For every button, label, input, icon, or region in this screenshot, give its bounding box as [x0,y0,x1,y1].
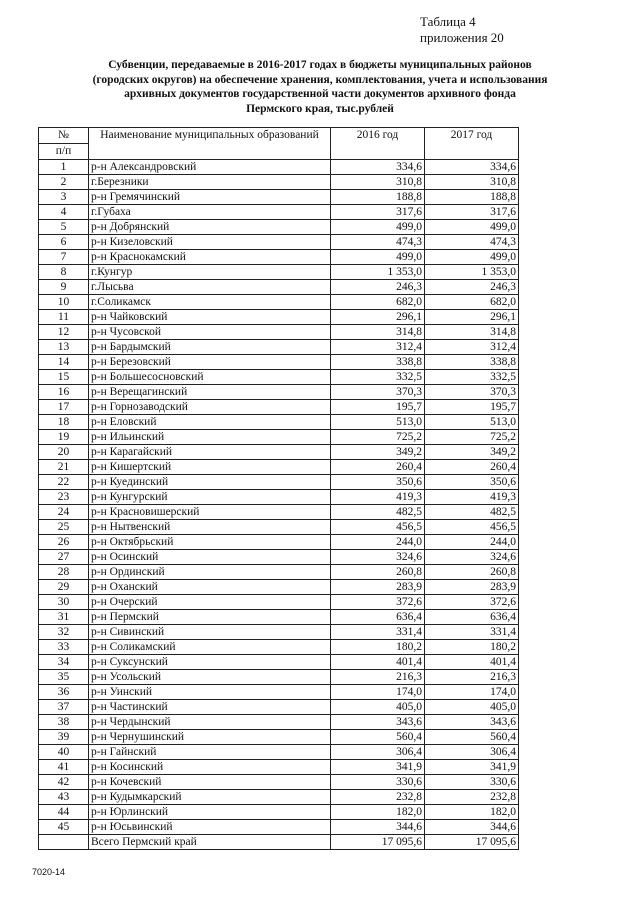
row-number: 1 [39,160,89,175]
value-2016: 324,6 [331,550,425,565]
table-row [39,505,519,520]
value-2016: 260,4 [331,460,425,475]
value-2017: 405,0 [425,700,519,715]
row-number: 27 [39,550,89,565]
table-number: Таблица 4 [420,14,476,29]
table-row [39,685,519,700]
value-2016: 513,0 [331,415,425,430]
table-row [39,565,519,580]
value-2017: 636,4 [425,610,519,625]
row-number: 14 [39,355,89,370]
subsidies-table [38,127,519,850]
row-number: 12 [39,325,89,340]
value-2016: 349,2 [331,445,425,460]
row-number: 43 [39,790,89,805]
value-2016: 216,3 [331,670,425,685]
value-2016: 344,6 [331,820,425,835]
row-number: 32 [39,625,89,640]
table-row [39,580,519,595]
value-2016: 232,8 [331,790,425,805]
municipality-name: р-н Кудымкарский [89,790,331,805]
row-number: 13 [39,340,89,355]
row-number: 26 [39,535,89,550]
municipality-name: р-н Чернушинский [89,730,331,745]
table-header-row-1 [39,128,519,144]
municipality-name: р-н Карагайский [89,445,331,460]
municipality-name: г.Березники [89,175,331,190]
row-number: 11 [39,310,89,325]
value-2017: 246,3 [425,280,519,295]
municipality-name: р-н Косинский [89,760,331,775]
value-2017: 195,7 [425,400,519,415]
total-row [39,835,519,850]
row-number: 7 [39,250,89,265]
value-2017: 401,4 [425,655,519,670]
table-row [39,190,519,205]
row-number: 6 [39,235,89,250]
value-2016: 474,3 [331,235,425,250]
value-2016: 246,3 [331,280,425,295]
table-row [39,235,519,250]
table-row [39,550,519,565]
municipality-name: р-н Нытвенский [89,520,331,535]
municipality-name: р-н Куединский [89,475,331,490]
table-row [39,400,519,415]
value-2017: 324,6 [425,550,519,565]
row-number: 20 [39,445,89,460]
row-number: 28 [39,565,89,580]
value-2017: 338,8 [425,355,519,370]
value-2017: 682,0 [425,295,519,310]
row-number: 25 [39,520,89,535]
value-2017: 1 353,0 [425,265,519,280]
value-2016: 195,7 [331,400,425,415]
value-2017: 244,0 [425,535,519,550]
total-number-cell [39,835,89,850]
value-2017: 232,8 [425,790,519,805]
row-number: 42 [39,775,89,790]
municipality-name: р-н Очерский [89,595,331,610]
value-2016: 306,4 [331,745,425,760]
table-row [39,460,519,475]
table-row [39,280,519,295]
municipality-name: р-н Чайковский [89,310,331,325]
row-number: 45 [39,820,89,835]
value-2017: 174,0 [425,685,519,700]
title-line: Субвенции, передаваемые в 2016-2017 годах в бюджеты муниципальных районов [108,59,532,71]
value-2016: 1 353,0 [331,265,425,280]
row-number: 30 [39,595,89,610]
value-2016: 405,0 [331,700,425,715]
municipality-name: р-н Пермский [89,610,331,625]
row-number: 5 [39,220,89,235]
municipality-name: р-н Бардымский [89,340,331,355]
municipality-name: р-н Красновишерский [89,505,331,520]
row-number: 19 [39,430,89,445]
value-2017: 419,3 [425,490,519,505]
row-number: 35 [39,670,89,685]
value-2017: 725,2 [425,430,519,445]
table-row [39,595,519,610]
value-2016: 260,8 [331,565,425,580]
value-2017: 188,8 [425,190,519,205]
municipality-name: р-н Сивинский [89,625,331,640]
table-row [39,715,519,730]
table-row [39,700,519,715]
value-2017: 343,6 [425,715,519,730]
row-number: 18 [39,415,89,430]
value-2017: 317,6 [425,205,519,220]
value-2017: 474,3 [425,235,519,250]
table-row [39,310,519,325]
municipality-name: р-н Оханский [89,580,331,595]
value-2016: 296,1 [331,310,425,325]
table-row [39,535,519,550]
municipality-name: г.Кунгур [89,265,331,280]
municipality-name: р-н Соликамский [89,640,331,655]
value-2017: 513,0 [425,415,519,430]
value-2017: 260,4 [425,460,519,475]
value-2016: 310,8 [331,175,425,190]
value-2017: 560,4 [425,730,519,745]
value-2017: 370,3 [425,385,519,400]
value-2016: 317,6 [331,205,425,220]
row-number: 2 [39,175,89,190]
document-code: 7020-14 [32,867,66,877]
table-row [39,430,519,445]
value-2017: 283,9 [425,580,519,595]
table-row [39,220,519,235]
table-row [39,445,519,460]
row-number: 24 [39,505,89,520]
row-number: 10 [39,295,89,310]
col-header-2017: 2017 год [425,128,519,160]
value-2016: 350,6 [331,475,425,490]
value-2016: 341,9 [331,760,425,775]
table-row [39,730,519,745]
row-number: 17 [39,400,89,415]
table-row [39,415,519,430]
table-body [39,160,519,835]
table-row [39,295,519,310]
value-2017: 372,6 [425,595,519,610]
value-2016: 725,2 [331,430,425,445]
table-row [39,670,519,685]
value-2017: 349,2 [425,445,519,460]
municipality-name: р-н Березовский [89,355,331,370]
row-number: 39 [39,730,89,745]
municipality-name: г.Соликамск [89,295,331,310]
row-number: 44 [39,805,89,820]
col-header-2016: 2016 год [331,128,425,160]
row-number: 23 [39,490,89,505]
value-2017: 334,6 [425,160,519,175]
table-row [39,655,519,670]
municipality-name: р-н Большесосновский [89,370,331,385]
value-2016: 482,5 [331,505,425,520]
municipality-name: р-н Осинский [89,550,331,565]
value-2016: 401,4 [331,655,425,670]
value-2016: 338,8 [331,355,425,370]
table-row [39,370,519,385]
total-label: Всего Пермский край [89,835,331,850]
row-number: 9 [39,280,89,295]
value-2017: 341,9 [425,760,519,775]
municipality-name: р-н Октябрьский [89,535,331,550]
table-row [39,385,519,400]
municipality-name: р-н Ординский [89,565,331,580]
row-number: 21 [39,460,89,475]
value-2017: 344,6 [425,820,519,835]
table-row [39,805,519,820]
row-number: 4 [39,205,89,220]
value-2017: 332,5 [425,370,519,385]
table-row [39,490,519,505]
municipality-name: р-н Кунгурский [89,490,331,505]
municipality-name: р-н Добрянский [89,220,331,235]
value-2017: 182,0 [425,805,519,820]
value-2017: 330,6 [425,775,519,790]
table-row [39,175,519,190]
table-row [39,760,519,775]
col-header-number: № [39,128,89,144]
value-2016: 343,6 [331,715,425,730]
row-number: 16 [39,385,89,400]
table-row [39,610,519,625]
value-2017: 499,0 [425,250,519,265]
municipality-name: р-н Александровский [89,160,331,175]
row-number: 22 [39,475,89,490]
municipality-name: г.Лысьва [89,280,331,295]
municipality-name: р-н Чердынский [89,715,331,730]
municipality-name: р-н Ильинский [89,430,331,445]
value-2016: 174,0 [331,685,425,700]
row-number: 33 [39,640,89,655]
table-row [39,520,519,535]
table-row [39,475,519,490]
value-2017: 350,6 [425,475,519,490]
row-number: 41 [39,760,89,775]
value-2016: 372,6 [331,595,425,610]
value-2017: 306,4 [425,745,519,760]
table-row [39,640,519,655]
row-number: 3 [39,190,89,205]
value-2017: 482,5 [425,505,519,520]
table-row [39,355,519,370]
municipality-name: р-н Юрлинский [89,805,331,820]
value-2017: 310,8 [425,175,519,190]
row-number: 40 [39,745,89,760]
row-number: 36 [39,685,89,700]
municipality-name: г.Губаха [89,205,331,220]
table-row [39,820,519,835]
table-row [39,205,519,220]
table-reference [420,14,504,46]
col-header-name: Наименование муниципальных образований [89,128,331,160]
value-2017: 216,3 [425,670,519,685]
title-line: архивных документов государственной части документов архивного фонда [124,88,516,100]
table-row [39,340,519,355]
municipality-name: р-н Кочевский [89,775,331,790]
value-2016: 499,0 [331,220,425,235]
municipality-name: р-н Кишертский [89,460,331,475]
row-number: 37 [39,700,89,715]
row-number: 8 [39,265,89,280]
row-number: 34 [39,655,89,670]
row-number: 38 [39,715,89,730]
municipality-name: р-н Уинский [89,685,331,700]
value-2016: 244,0 [331,535,425,550]
municipality-name: р-н Горнозаводский [89,400,331,415]
value-2017: 456,5 [425,520,519,535]
table-row [39,625,519,640]
value-2016: 636,4 [331,610,425,625]
title-line: Пермского края, тыс.рублей [246,102,394,115]
municipality-name: р-н Гремячинский [89,190,331,205]
value-2016: 314,8 [331,325,425,340]
row-number: 15 [39,370,89,385]
value-2016: 283,9 [331,580,425,595]
table-row [39,265,519,280]
value-2016: 370,3 [331,385,425,400]
row-number: 29 [39,580,89,595]
title-line: (городских округов) на обеспечение хранения, комплектования, учета и использования [92,73,548,86]
table-row [39,745,519,760]
appendix-number: приложения 20 [420,30,504,45]
value-2017: 296,1 [425,310,519,325]
value-2016: 330,6 [331,775,425,790]
municipality-name: р-н Частинский [89,700,331,715]
municipality-name: р-н Еловский [89,415,331,430]
table-row [39,160,519,175]
document-title [20,58,620,116]
value-2016: 182,0 [331,805,425,820]
municipality-name: р-н Чусовской [89,325,331,340]
value-2016: 499,0 [331,250,425,265]
value-2017: 331,4 [425,625,519,640]
row-number: 31 [39,610,89,625]
municipality-name: р-н Усольский [89,670,331,685]
value-2016: 560,4 [331,730,425,745]
value-2016: 456,5 [331,520,425,535]
municipality-name: р-н Юсьвинский [89,820,331,835]
value-2017: 314,8 [425,325,519,340]
table-row [39,250,519,265]
value-2017: 499,0 [425,220,519,235]
municipality-name: р-н Гайнский [89,745,331,760]
value-2017: 180,2 [425,640,519,655]
value-2017: 312,4 [425,340,519,355]
value-2016: 331,4 [331,625,425,640]
municipality-name: р-н Верещагинский [89,385,331,400]
table-row [39,775,519,790]
municipality-name: р-н Краснокамский [89,250,331,265]
table-row [39,325,519,340]
value-2017: 260,8 [425,565,519,580]
value-2016: 180,2 [331,640,425,655]
value-2016: 332,5 [331,370,425,385]
table-row [39,790,519,805]
col-header-number-sub: п/п [39,144,89,160]
municipality-name: р-н Суксунский [89,655,331,670]
total-2016: 17 095,6 [331,835,425,850]
municipality-name: р-н Кизеловский [89,235,331,250]
value-2016: 188,8 [331,190,425,205]
value-2016: 312,4 [331,340,425,355]
total-2017: 17 095,6 [425,835,519,850]
value-2016: 682,0 [331,295,425,310]
value-2016: 334,6 [331,160,425,175]
value-2016: 419,3 [331,490,425,505]
